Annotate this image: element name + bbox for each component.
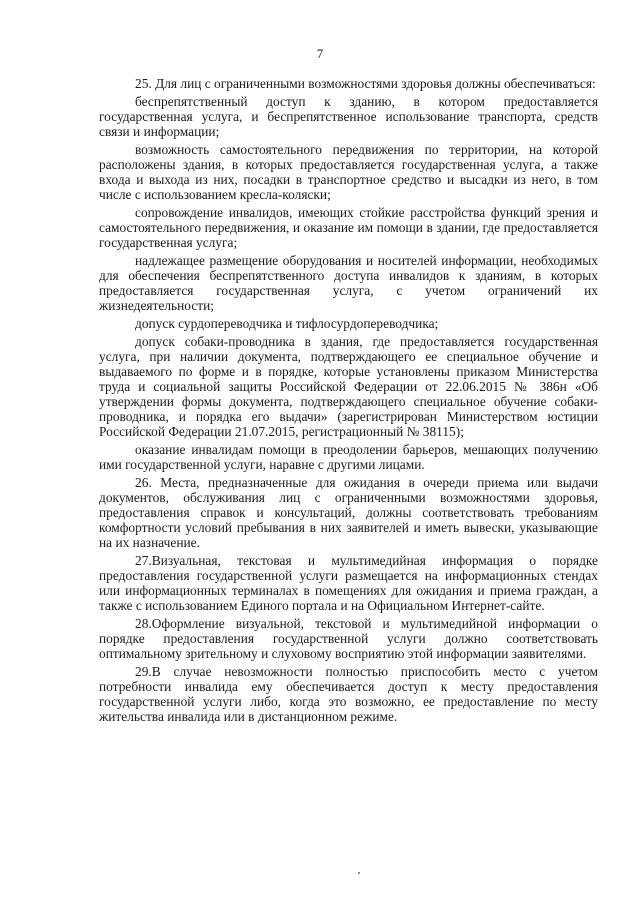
paragraph-28-design: 28.Оформление визуальной, текстовой и мультимедийной информации о порядке предоставления государственной услуги должно соответствовать оптимальному зрительному и слуховому восприятию этой информации заявителями. (99, 616, 598, 661)
page-number: 7 (316, 46, 324, 61)
paragraph-29-remote-service: 29.В случае невозможности полностью приспособить место с учетом потребности инвалида ему обеспечивается доступ к месту предоставления государственной услуги либо, когда это возможно, ее предоставление по месту жительства инвалида или в дистанционном режиме. (99, 664, 598, 724)
paragraph-26-waiting-areas: 26. Места, предназначенные для ожидания в очереди приема или выдачи документов, обслуживания лиц с ограниченными возможностями здоровья, предоставления справок и консультаций, должны соответствовать требованиям комфортности условий пребывания в них заявителей и иметь вывески, указывающие на их назначение. (99, 475, 598, 550)
paragraph-escort: сопровождение инвалидов, имеющих стойкие расстройства функций зрения и самостоятельного передвижения, и оказание им помощи в здании, где предоставляется государственная услуга; (99, 205, 598, 250)
paragraph-barrier-assistance: оказание инвалидам помощи в преодолении барьеров, мешающих получению ими государственной услуги, наравне с другими лицами. (99, 442, 598, 472)
scan-artifact-dot (358, 872, 360, 874)
paragraph-territory-movement: возможность самостоятельного передвижения по территории, на которой расположены здания, в которых предоставляется государственная услуга, а также входа и выхода из них, посадки в транспортное средство и высадки из него, в том числе с использованием кресла-коляски; (99, 142, 598, 202)
paragraph-equipment-placement: надлежащее размещение оборудования и носителей информации, необходимых для обеспечения беспрепятственного доступа инвалидов к зданиям, в которых предоставляется государственная услуга, с учетом ограничений их жизнедеятельности; (99, 253, 598, 313)
paragraph-guide-dog: допуск собаки-проводника в здания, где предоставляется государственная услуга, при наличии документа, подтверждающего ее специальное обучение и выдаваемого по форме и в порядке, которые установлены приказом Министерства труда и социальной защиты Российской Федерации от 22.06.2015 № 386н «Об утверждении формы документа, подтверждающего специальное обучение собаки- проводника, и порядка его выдачи» (зарегистрирован Министерством юстиции Российской Федерации 21.07.2015, регистрационный № 38115); (99, 334, 598, 439)
paragraph-building-access: беспрепятственный доступ к зданию, в котором предоставляется государственная услуга, и беспрепятственное использование транспорта, средств связи и информации; (99, 94, 598, 139)
paragraph-27-information: 27.Визуальная, текстовая и мультимедийная информация о порядке предоставления государственной услуги размещается на информационных стендах или информационных терминалах в помещениях для ожидания и приема граждан, а также с использованием Единого портала и на Официальном Интернет-сайте. (99, 553, 598, 613)
paragraph-sign-interpreter: допуск сурдопереводчика и тифлосурдопереводчика; (135, 316, 439, 331)
document-body (99, 76, 598, 727)
paragraph-25-intro: 25. Для лиц с ограниченными возможностями здоровья должны обеспечиваться: (135, 76, 596, 91)
